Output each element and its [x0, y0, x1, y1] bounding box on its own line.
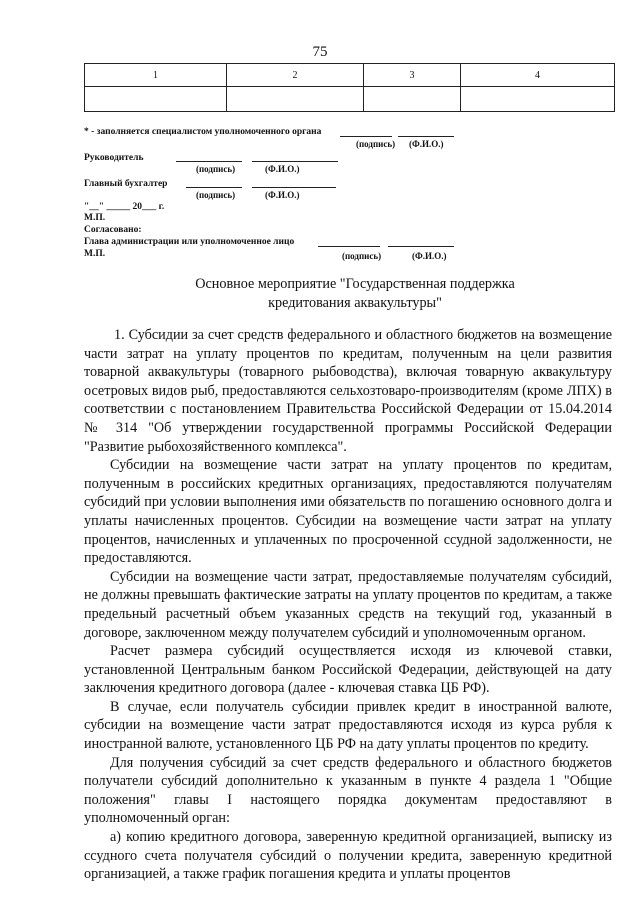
stamp-label: М.П.	[84, 213, 106, 223]
signature-line	[388, 246, 454, 247]
table-row	[85, 87, 615, 112]
table-cell	[85, 87, 227, 112]
paragraph: В случае, если получатель субсидии привлек кредит в иностранной валюте, субсидии на возмещение части затрат предоставляются исходя из курса рубля к иностранной валюте, установленного ЦБ РФ на дату уплаты процентов по кредиту.	[84, 698, 612, 753]
section-heading	[120, 275, 590, 313]
signature-line	[252, 161, 338, 162]
paragraph: 1. Субсидии за счет средств федерального и областного бюджетов на возмещение части затрат на уплату процентов по кредитам, полученным на цели развития товарной аквакультуры (товарного рыбоводства), включая товарную аквакультуру осетровых видов рыб, предоставляются сельхозтоваро-производителям (кроме ЛПХ) в соответствии с постановлением Правительства Российской Федерации от 15.04.2014 № 314 "Об утверждении государственной программы Российской Федерации "Развитие рыбохозяйственного комплекса".	[84, 327, 612, 455]
signature-caption: (подпись)	[356, 139, 396, 149]
name-caption: (Ф.И.О.)	[412, 251, 447, 261]
name-caption: (Ф.И.О.)	[265, 190, 300, 200]
table-header-cell: 4	[461, 64, 615, 87]
signature-line	[398, 136, 454, 137]
chief-accountant-label: Главный бухгалтер	[84, 179, 168, 189]
signature-caption: (подпись)	[342, 251, 382, 261]
body-text	[84, 326, 612, 884]
signature-line	[176, 161, 242, 162]
signature-line	[186, 187, 242, 188]
table-header-row	[85, 64, 615, 87]
paragraph: Субсидии на возмещение части затрат на уплату процентов по кредитам, полученным в российских кредитных организациях, предоставляются получателям субсидий при условии выполнения ими обязательств по погашению основного долга и уплаты начисленных процентов. Субсидии на возмещение части затрат на уплату процентов, начисленных и уплаченных по просроченной ссудной задолженности, не предоставляются.	[84, 457, 612, 567]
heading-line: Основное мероприятие "Государственная поддержка	[195, 276, 515, 292]
date-field: "__" _____ 20___ г.	[84, 202, 165, 212]
approved-label: Согласовано:	[84, 225, 142, 235]
specialist-note: * - заполняется специалистом уполномоченного органа	[84, 127, 322, 137]
signature-line	[318, 246, 380, 247]
signature-caption: (подпись)	[196, 164, 236, 174]
paragraph: а) копию кредитного договора, заверенную кредитной организацией, выписку из ссудного счета получателя субсидий о получении кредита, заверенную кредитной организацией, а также график погашения кредита и уплаты процентов	[84, 829, 612, 883]
table-cell	[227, 87, 364, 112]
signature-caption: (подпись)	[196, 190, 236, 200]
table-header-cell: 3	[364, 64, 461, 87]
head-admin-label: Глава администрации или уполномоченное лицо	[84, 237, 295, 247]
director-label: Руководитель	[84, 153, 144, 163]
signature-line	[252, 187, 336, 188]
form-table	[84, 63, 615, 112]
paragraph: Для получения субсидий за счет средств федерального и областного бюджетов получатели субсидий дополнительно к указанным в пункте 4 раздела 1 "Общие положения" главы I настоящего порядка документам предоставляют в уполномоченный орган:	[84, 754, 612, 827]
table-cell	[461, 87, 615, 112]
table-cell	[364, 87, 461, 112]
page-number: 75	[312, 44, 328, 60]
table-header-cell: 2	[227, 64, 364, 87]
name-caption: (Ф.И.О.)	[265, 164, 300, 174]
signature-line	[340, 136, 392, 137]
paragraph: Расчет размера субсидий осуществляется исходя из ключевой ставки, установленной Центральным банком Российской Федерации, действующей на дату заключения кредитного договора (далее - ключевая ставка ЦБ РФ).	[84, 643, 612, 697]
paragraph: Субсидии на возмещение части затрат, предоставляемые получателям субсидий, не должны превышать фактические затраты на уплату процентов по кредитам, а также предельный расчетный объем указанных средств на текущий год, указанный в договоре, заключенном между получателем субсидий и уполномоченным органом.	[84, 568, 612, 641]
name-caption: (Ф.И.О.)	[409, 139, 444, 149]
stamp-label: М.П.	[84, 249, 106, 259]
table-header-cell: 1	[85, 64, 227, 87]
heading-line: кредитования аквакультуры"	[268, 295, 442, 311]
